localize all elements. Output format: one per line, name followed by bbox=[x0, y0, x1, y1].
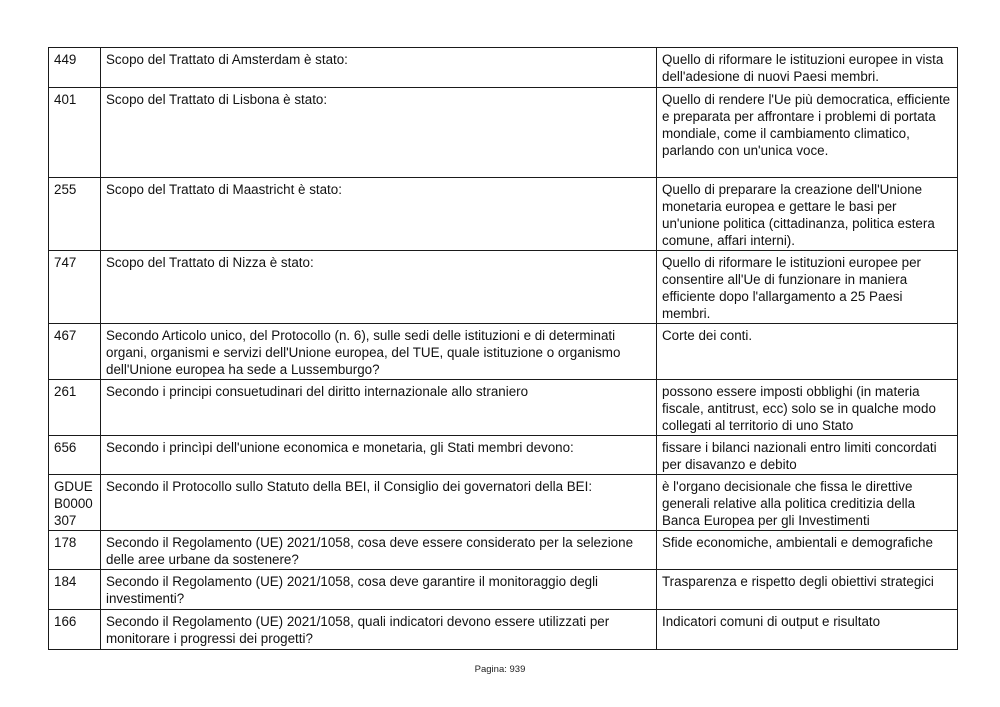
question-text: Secondo il Regolamento (UE) 2021/1058, quali indicatori devono essere utilizzati per monitorare i progressi dei progetti? bbox=[101, 610, 657, 650]
question-text: Scopo del Trattato di Nizza è stato: bbox=[101, 251, 657, 324]
answer-text: Sfide economiche, ambientali e demografiche bbox=[657, 531, 958, 570]
table-row bbox=[49, 610, 958, 650]
table-row bbox=[49, 531, 958, 570]
question-id: 467 bbox=[49, 324, 101, 380]
table-row bbox=[49, 48, 958, 88]
answer-text: Quello di preparare la creazione dell'Unione monetaria europea e gettare le basi per un'unione politica (cittadinanza, politica estera comune, affari interni). bbox=[657, 178, 958, 251]
answer-text: possono essere imposti obblighi (in materia fiscale, antitrust, ecc) solo se in qualche modo collegati al territorio di uno Stato bbox=[657, 380, 958, 436]
question-id: 656 bbox=[49, 436, 101, 475]
question-id: 255 bbox=[49, 178, 101, 251]
table-row bbox=[49, 570, 958, 610]
answer-text: fissare i bilanci nazionali entro limiti concordati per disavanzo e debito bbox=[657, 436, 958, 475]
table-row bbox=[49, 88, 958, 178]
question-id: 166 bbox=[49, 610, 101, 650]
table-row bbox=[49, 324, 958, 380]
answer-text: Indicatori comuni di output e risultato bbox=[657, 610, 958, 650]
question-text: Secondo i princìpi dell'unione economica e monetaria, gli Stati membri devono: bbox=[101, 436, 657, 475]
question-id: 261 bbox=[49, 380, 101, 436]
question-text: Secondo Articolo unico, del Protocollo (n. 6), sulle sedi delle istituzioni e di determinati organi, organismi e servizi dell'Unione europea, del TUE, quale istituzione o organismo dell'Unione europea ha sede a Lussemburgo? bbox=[101, 324, 657, 380]
answer-text: è l'organo decisionale che fissa le direttive generali relative alla politica creditizia della Banca Europea per gli Investimenti bbox=[657, 475, 958, 531]
table-row bbox=[49, 251, 958, 324]
questions-table-body bbox=[49, 48, 958, 650]
question-text: Secondo il Protocollo sullo Statuto della BEI, il Consiglio dei governatori della BEI: bbox=[101, 475, 657, 531]
question-id: GDUE B0000 307 bbox=[49, 475, 101, 531]
question-text: Scopo del Trattato di Amsterdam è stato: bbox=[101, 48, 657, 88]
table-row bbox=[49, 380, 958, 436]
answer-text: Corte dei conti. bbox=[657, 324, 958, 380]
table-row bbox=[49, 178, 958, 251]
question-id: 178 bbox=[49, 531, 101, 570]
question-text: Secondo i principi consuetudinari del diritto internazionale allo straniero bbox=[101, 380, 657, 436]
question-text: Secondo il Regolamento (UE) 2021/1058, cosa deve garantire il monitoraggio degli investimenti? bbox=[101, 570, 657, 610]
questions-table bbox=[48, 47, 958, 650]
table-row bbox=[49, 436, 958, 475]
question-text: Scopo del Trattato di Maastricht è stato: bbox=[101, 178, 657, 251]
answer-text: Quello di riformare le istituzioni europee per consentire all'Ue di funzionare in maniera efficiente dopo l'allargamento a 25 Paesi membri. bbox=[657, 251, 958, 324]
answer-text: Trasparenza e rispetto degli obiettivi strategici bbox=[657, 570, 958, 610]
question-text: Scopo del Trattato di Lisbona è stato: bbox=[101, 88, 657, 178]
question-id: 184 bbox=[49, 570, 101, 610]
answer-text: Quello di rendere l'Ue più democratica, efficiente e preparata per affrontare i problemi di portata mondiale, come il cambiamento climatico, parlando con un'unica voce. bbox=[657, 88, 958, 178]
question-id: 747 bbox=[49, 251, 101, 324]
question-id: 449 bbox=[49, 48, 101, 88]
page-number: Pagina: 939 bbox=[474, 664, 526, 675]
question-id: 401 bbox=[49, 88, 101, 178]
answer-text: Quello di riformare le istituzioni europee in vista dell'adesione di nuovi Paesi membri. bbox=[657, 48, 958, 88]
question-text: Secondo il Regolamento (UE) 2021/1058, cosa deve essere considerato per la selezione delle aree urbane da sostenere? bbox=[101, 531, 657, 570]
table-row bbox=[49, 475, 958, 531]
